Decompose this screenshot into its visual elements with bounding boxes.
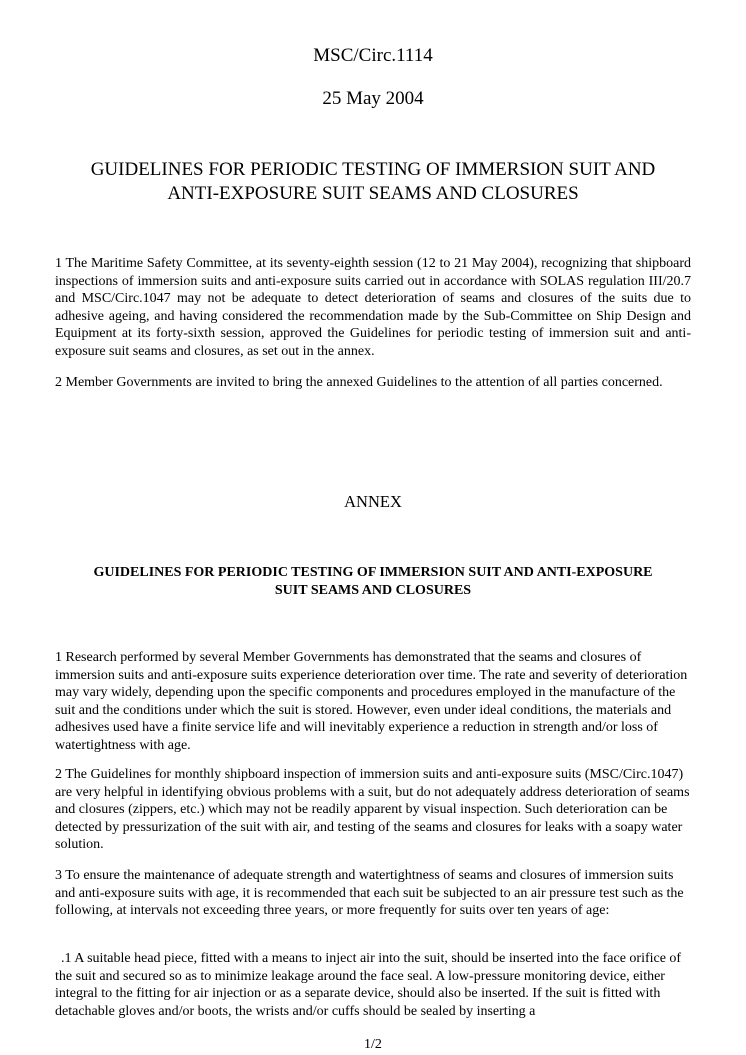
annex-title-line-1: GUIDELINES FOR PERIODIC TESTING OF IMMERSION SUIT AND ANTI-EXPOSURE — [93, 565, 653, 580]
circular-date: 25 May 2004 — [322, 88, 424, 109]
page-number: 1/2 — [364, 1037, 382, 1052]
intro-paragraph-2: 2 Member Governments are invited to bring the annexed Guidelines to the attention of all parties concerned. — [55, 375, 663, 390]
document-title-line-2: ANTI-EXPOSURE SUIT SEAMS AND CLOSURES — [167, 183, 579, 204]
annex-title — [55, 564, 691, 599]
document-title-line-1: GUIDELINES FOR PERIODIC TESTING OF IMMERSION SUIT AND — [90, 159, 656, 180]
intro-paragraph-1: 1 The Maritime Safety Committee, at its seventy-eighth session (12 to 21 May 2004), recognizing that shipboard inspections of immersion suits and anti-exposure suits carried out in accordance with SOLAS regulation III/20.7 and MSC/Circ.1047 may not be adequate to detect deterioration of seams and closures of the suits due to adhesive ageing, and having considered the recommendation made by the Sub-Committee on Ship Design and Equipment at its forty-sixth session, approved the Guidelines for periodic testing of immersion suit and anti-exposure suit seams and closures, as set out in the annex. — [55, 256, 691, 359]
annex-paragraph-3-1: .1 A suitable head piece, fitted with a means to inject air into the suit, should be inserted into the face orifice of the suit and secured so as to minimize leakage around the face seal. A low-pressure monitoring device, either integral to the fitting for air injection or as a separate device, should also be inserted. If the suit is fitted with detachable gloves and/or boots, the wrists and/or cuffs should be sealed by inserting a — [55, 951, 682, 1019]
circular-reference: MSC/Circ.1114 — [313, 45, 433, 66]
annex-paragraph-1: 1 Research performed by several Member Governments has demonstrated that the seams and closures of immersion suits and anti-exposure suits experience deterioration over time. The rate and severity of deterioration may vary widely, depending upon the specific components and procedures employed in the manufacture of the suit and the conditions under which the suit is stored. However, even under ideal conditions, the materials and adhesives used have a finite service life and will inevitably experience a reduction in strength and/or loss of watertightness with age. — [55, 650, 688, 753]
annex-heading: ANNEX — [344, 492, 402, 511]
document-title — [40, 158, 706, 206]
annex-paragraph-2: 2 The Guidelines for monthly shipboard inspection of immersion suits and anti-exposure suits (MSC/Circ.1047) are very helpful in identifying obvious problems with a suit, but do not adequately address deterioration of seams and closures (zippers, etc.) which may not be readily apparent by visual inspection. Such deterioration can be detected by pressurization of the suit with air, and testing of the seams and closures for leaks with a soapy water solution. — [55, 767, 690, 853]
annex-title-line-2: SUIT SEAMS AND CLOSURES — [274, 582, 472, 598]
annex-paragraph-3: 3 To ensure the maintenance of adequate strength and watertightness of seams and closures of immersion suits and anti-exposure suits with age, it is recommended that each suit be subjected to an air pressure test such as the following, at intervals not exceeding three years, or more frequently for suits over ten years of age: — [55, 868, 684, 919]
